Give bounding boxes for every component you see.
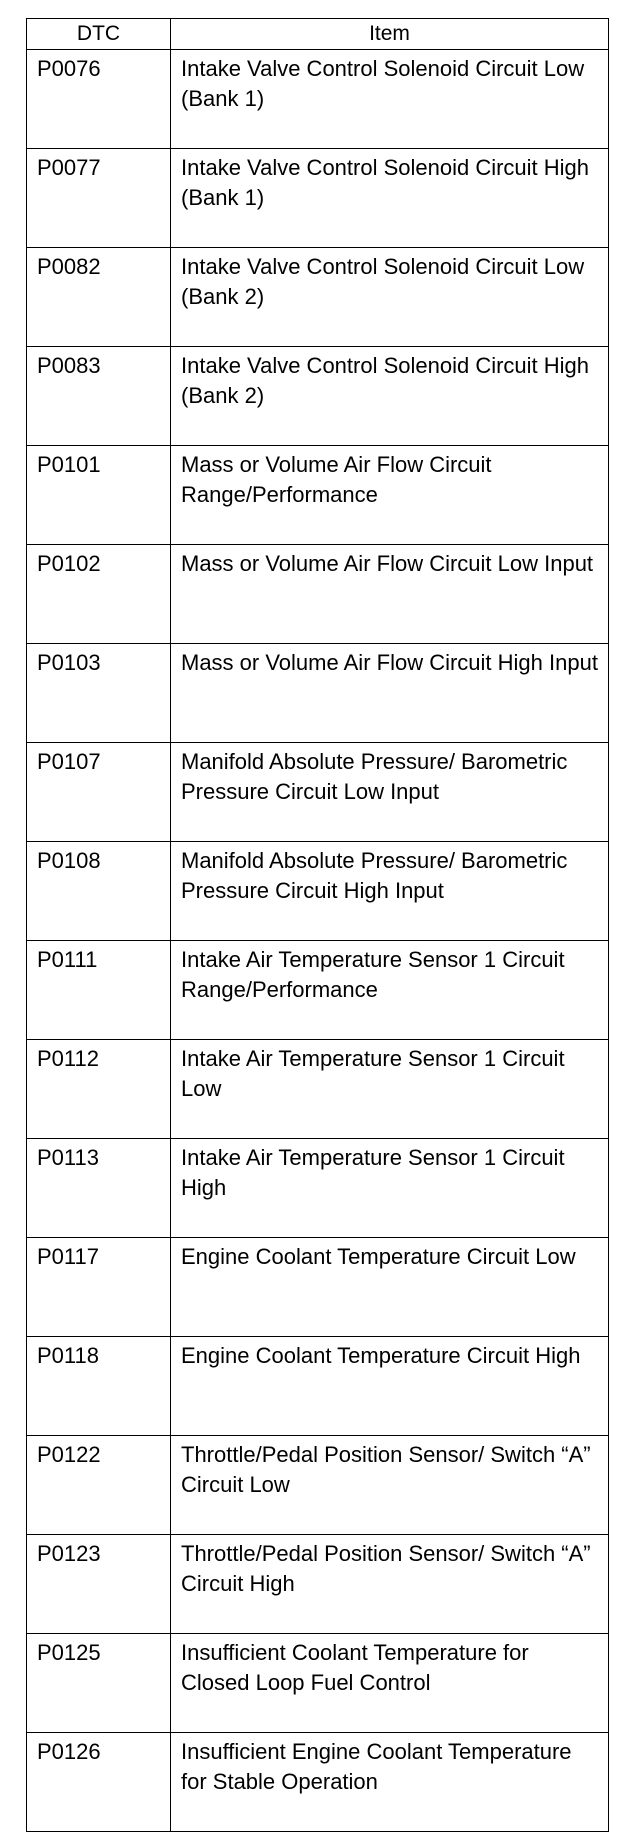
table-row — [27, 1535, 609, 1634]
dtc-code-cell: P0076 — [27, 50, 171, 149]
table-row — [27, 347, 609, 446]
item-description-cell: Engine Coolant Temperature Circuit Low — [171, 1238, 609, 1337]
table-row — [27, 545, 609, 644]
table-row — [27, 941, 609, 1040]
item-description-cell: Manifold Absolute Pressure/ Barometric Pressure Circuit High Input — [171, 842, 609, 941]
item-description-cell: Intake Air Temperature Sensor 1 Circuit Range/Performance — [171, 941, 609, 1040]
dtc-column-header: DTC — [27, 19, 171, 50]
item-description-cell: Throttle/Pedal Position Sensor/ Switch “A” Circuit High — [171, 1535, 609, 1634]
table-row — [27, 1139, 609, 1238]
item-description-cell: Insufficient Engine Coolant Temperature for Stable Operation — [171, 1733, 609, 1832]
dtc-code-cell: P0126 — [27, 1733, 171, 1832]
item-description-cell: Throttle/Pedal Position Sensor/ Switch “A” Circuit Low — [171, 1436, 609, 1535]
item-description-cell: Intake Valve Control Solenoid Circuit Low (Bank 2) — [171, 248, 609, 347]
dtc-code-cell: P0125 — [27, 1634, 171, 1733]
item-description-cell: Mass or Volume Air Flow Circuit High Input — [171, 644, 609, 743]
item-description-cell: Mass or Volume Air Flow Circuit Low Input — [171, 545, 609, 644]
table-row — [27, 644, 609, 743]
dtc-table-container — [26, 18, 608, 1832]
dtc-code-cell: P0077 — [27, 149, 171, 248]
dtc-table — [26, 18, 609, 1832]
item-description-cell: Insufficient Coolant Temperature for Closed Loop Fuel Control — [171, 1634, 609, 1733]
dtc-code-cell: P0083 — [27, 347, 171, 446]
dtc-code-cell: P0103 — [27, 644, 171, 743]
dtc-code-cell: P0111 — [27, 941, 171, 1040]
table-row — [27, 446, 609, 545]
table-row — [27, 248, 609, 347]
dtc-code-cell: P0123 — [27, 1535, 171, 1634]
table-row — [27, 743, 609, 842]
table-row — [27, 149, 609, 248]
table-row — [27, 1238, 609, 1337]
table-row — [27, 1337, 609, 1436]
dtc-code-cell: P0107 — [27, 743, 171, 842]
table-body — [27, 50, 609, 1832]
table-row — [27, 842, 609, 941]
item-description-cell: Engine Coolant Temperature Circuit High — [171, 1337, 609, 1436]
dtc-code-cell: P0108 — [27, 842, 171, 941]
dtc-code-cell: P0101 — [27, 446, 171, 545]
dtc-code-cell: P0122 — [27, 1436, 171, 1535]
table-header-row — [27, 19, 609, 50]
dtc-code-cell: P0102 — [27, 545, 171, 644]
item-description-cell: Intake Valve Control Solenoid Circuit High (Bank 1) — [171, 149, 609, 248]
item-description-cell: Intake Valve Control Solenoid Circuit High (Bank 2) — [171, 347, 609, 446]
item-description-cell: Manifold Absolute Pressure/ Barometric Pressure Circuit Low Input — [171, 743, 609, 842]
dtc-code-cell: P0112 — [27, 1040, 171, 1139]
dtc-code-cell: P0117 — [27, 1238, 171, 1337]
item-column-header: Item — [171, 19, 609, 50]
dtc-code-cell: P0118 — [27, 1337, 171, 1436]
table-row — [27, 1733, 609, 1832]
item-description-cell: Mass or Volume Air Flow Circuit Range/Performance — [171, 446, 609, 545]
table-row — [27, 50, 609, 149]
table-row — [27, 1634, 609, 1733]
item-description-cell: Intake Air Temperature Sensor 1 Circuit High — [171, 1139, 609, 1238]
dtc-code-cell: P0113 — [27, 1139, 171, 1238]
dtc-code-cell: P0082 — [27, 248, 171, 347]
item-description-cell: Intake Valve Control Solenoid Circuit Low (Bank 1) — [171, 50, 609, 149]
table-row — [27, 1436, 609, 1535]
item-description-cell: Intake Air Temperature Sensor 1 Circuit Low — [171, 1040, 609, 1139]
table-row — [27, 1040, 609, 1139]
